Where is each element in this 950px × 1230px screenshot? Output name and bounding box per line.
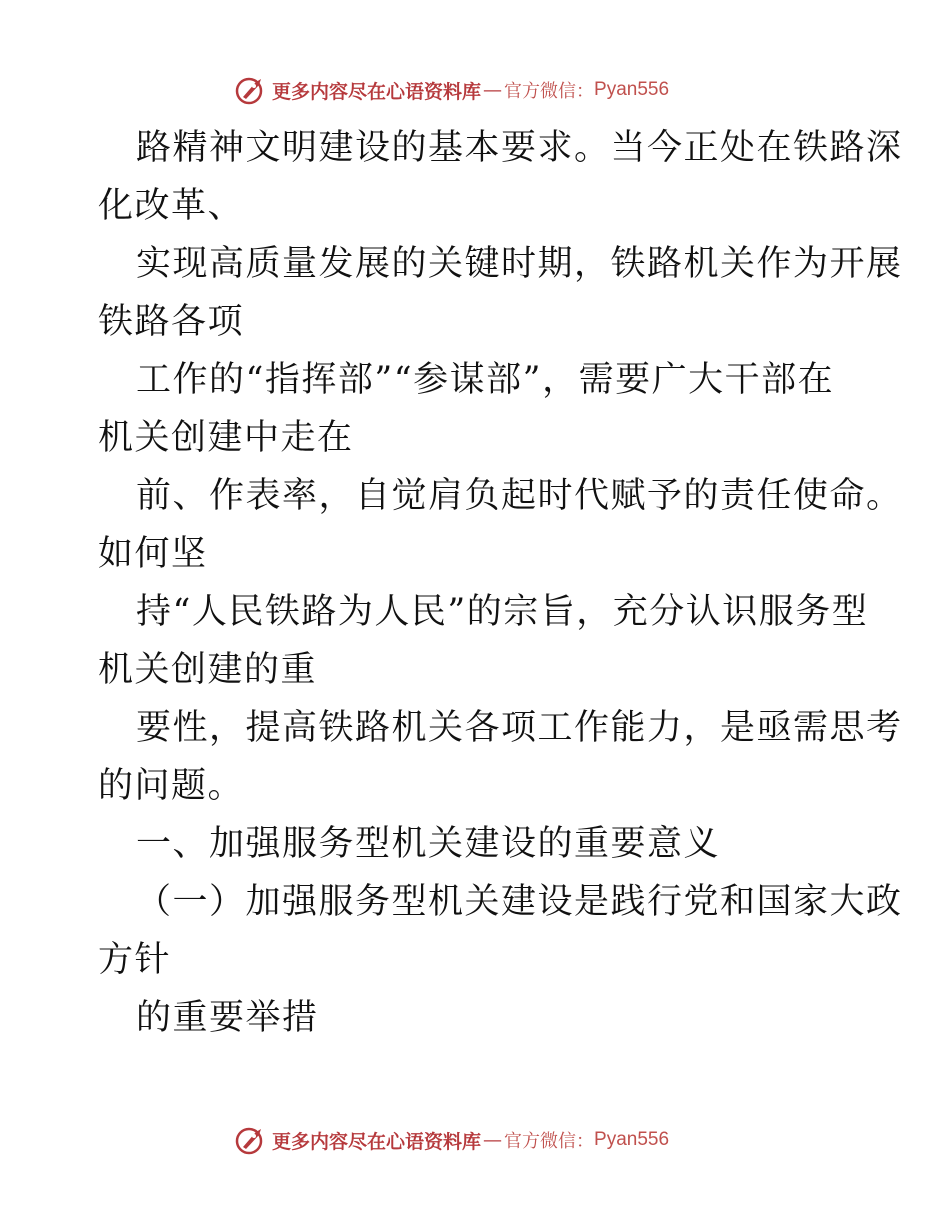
- watermark-wechat-id: Pyan556: [594, 79, 670, 100]
- body-line: 机关创建的重: [98, 650, 318, 690]
- body-line: 方针: [98, 940, 172, 980]
- section-heading: 一、加强服务型机关建设的重要意义: [136, 824, 721, 864]
- watermark-sub-text: 官方微信：: [504, 1131, 595, 1152]
- footer-watermark: [234, 1122, 669, 1158]
- header-watermark: [234, 72, 669, 108]
- body-line: 的问题。: [98, 766, 245, 806]
- watermark-main-text: 更多内容尽在心语资料库: [272, 1130, 482, 1153]
- body-line: 持“人民铁路为人民”的宗旨，充分认识服务型: [136, 592, 869, 632]
- body-line: 实现高质量发展的关键时期，铁路机关作为开展: [136, 244, 903, 284]
- watermark-dash: —: [483, 1129, 503, 1151]
- body-line: 工作的“指挥部”“参谋部”，需要广大干部在: [136, 360, 835, 400]
- body-line: 如何坚: [98, 534, 208, 574]
- body-line: 路精神文明建设的基本要求。当今正处在铁路深: [136, 128, 903, 168]
- body-line: 化改革、: [98, 186, 245, 226]
- watermark-wechat-id: Pyan556: [594, 1129, 670, 1150]
- pen-nib-circle-icon: [234, 73, 268, 107]
- body-line: 铁路各项: [98, 302, 245, 342]
- body-line: 要性，提高铁路机关各项工作能力，是亟需思考: [136, 708, 903, 748]
- watermark-sub-text: 官方微信：: [504, 81, 595, 102]
- body-line: 前、作表率，自觉肩负起时代赋予的责任使命。: [136, 476, 903, 516]
- subsection-heading: （一）加强服务型机关建设是践行党和国家大政: [136, 882, 903, 922]
- body-line: 机关创建中走在: [98, 418, 354, 458]
- pen-nib-circle-icon: [234, 1123, 268, 1157]
- watermark-main-text: 更多内容尽在心语资料库: [272, 80, 482, 103]
- watermark-dash: —: [483, 79, 503, 101]
- body-line: 的重要举措: [136, 998, 319, 1038]
